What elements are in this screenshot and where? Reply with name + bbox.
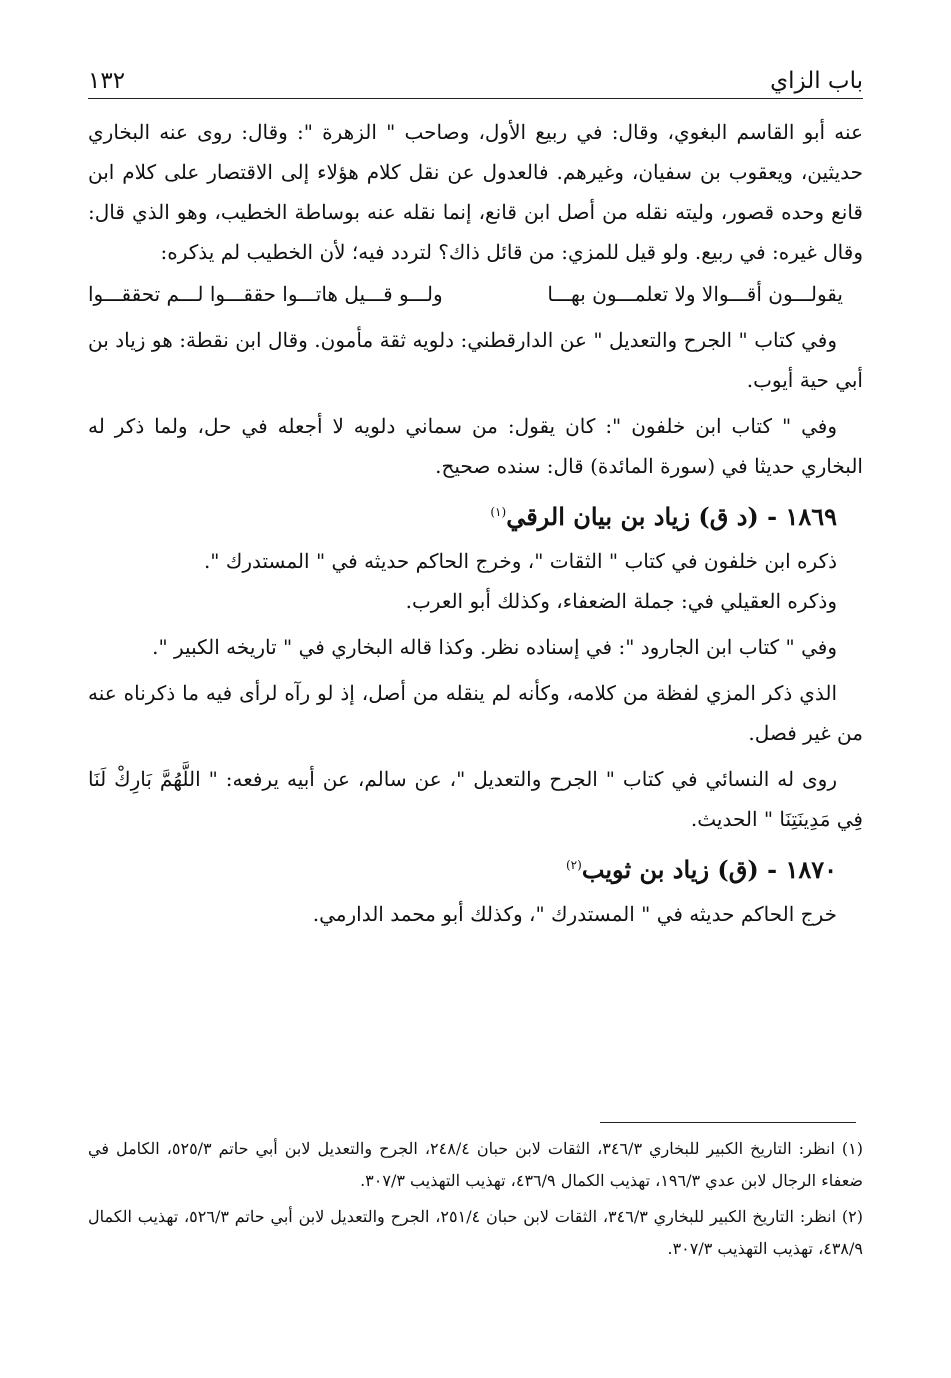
footnote-separator <box>600 1122 856 1123</box>
entry-heading <box>88 841 863 894</box>
page-number: ١٣٢ <box>88 68 126 94</box>
entry-title: ١٨٧٠ - (ق) زياد بن ثويب <box>581 855 837 884</box>
main-text <box>88 112 863 934</box>
paragraph: وذكره العقيلي في: جملة الضعفاء، وكذلك أبو العرب. <box>405 589 837 613</box>
footnote-marker: (٢) <box>565 858 582 872</box>
entry-title: ١٨٦٩ - (د ق) زياد بن بيان الرقي <box>506 502 837 531</box>
paragraph: وفي " كتاب ابن الجارود ": في إسناده نظر. وكذا قاله البخاري في " تاريخه الكبير ". <box>152 635 837 659</box>
verse-line <box>88 274 863 314</box>
footnote: (١) انظر: التاريخ الكبير للبخاري ٣٤٦/٣، الثقات لابن حبان ٢٤٨/٤، الجرح والتعديل لابن أبي حاتم ٥٢٥/٣، الكامل في ضعفاء الرجال لابن عدي ١٩٦/٣، تهذيب الكمال ٤٣٦/٩، تهذيب التهذيب ٣٠٧/٣. <box>88 1139 863 1190</box>
paragraph: ذكره ابن خلفون في كتاب " الثقات "، وخرج الحاكم حديثه في " المستدرك ". <box>203 549 837 573</box>
footnotes <box>88 1133 863 1269</box>
footnote: (٢) انظر: التاريخ الكبير للبخاري ٣٤٦/٣، الثقات لابن حبان ٢٥١/٤، الجرح والتعديل لابن أبي حاتم ٥٢٦/٣، تهذيب الكمال ٤٣٨/٩، تهذيب التهذيب ٣٠٧/٣. <box>88 1207 863 1258</box>
paragraph: وفي كتاب " الجرح والتعديل " عن الدارقطني: دلويه ثقة مأمون. وقال ابن نقطة: هو زياد بن أبي حية أيوب. <box>88 328 863 392</box>
running-header <box>88 52 863 99</box>
paragraph: الذي ذكر المزي لفظة من كلامه، وكأنه لم ينقله من أصل، إذ لو رآه لرأى فيه ما ذكرناه عنه من غير فصل. <box>88 681 863 745</box>
verse-first-hemistich: يقولـــون أقـــوالا ولا تعلمـــون بهـــا <box>547 282 843 306</box>
verse-second-hemistich: ولـــو قـــيل هاتـــوا حققـــوا لـــم تحققـــوا <box>88 282 443 306</box>
entry-heading <box>88 488 863 541</box>
paragraph: عنه أبو القاسم البغوي، وقال: في ربيع الأول، وصاحب " الزهرة ": وقال: روى عنه البخاري حديثين، ويعقوب بن سفيان، وغيرهم. فالعدول عن نقل كلام هؤلاء إلى الاقتصار على كلام ابن قانع وحده قصور، وليته نقله من أصل ابن قانع، إنما نقله عنه بوساطة الخطيب، وهو الذي قال: وقال غيره: في ربيع. ولو قيل للمزي: من قائل ذاك؟ لتردد فيه؛ لأن الخطيب لم يذكره: <box>88 120 863 264</box>
footnote-marker: (١) <box>490 505 507 519</box>
paragraph: خرج الحاكم حديثه في " المستدرك "، وكذلك أبو محمد الدارمي. <box>312 902 837 926</box>
paragraph: روى له النسائي في كتاب " الجرح والتعديل "، عن سالم، عن أبيه يرفعه: " اللَّهُمَّ بَارِكْ لَنَا فِي مَدِينَتِنَا " الحديث. <box>88 767 863 831</box>
paragraph: وفي " كتاب ابن خلفون ": كان يقول: من سماني دلويه لا أجعله في حل، ولما ذكر له البخاري حديثا في (سورة المائدة) قال: سنده صحيح. <box>88 414 863 478</box>
chapter-title: باب الزاي <box>770 68 863 94</box>
